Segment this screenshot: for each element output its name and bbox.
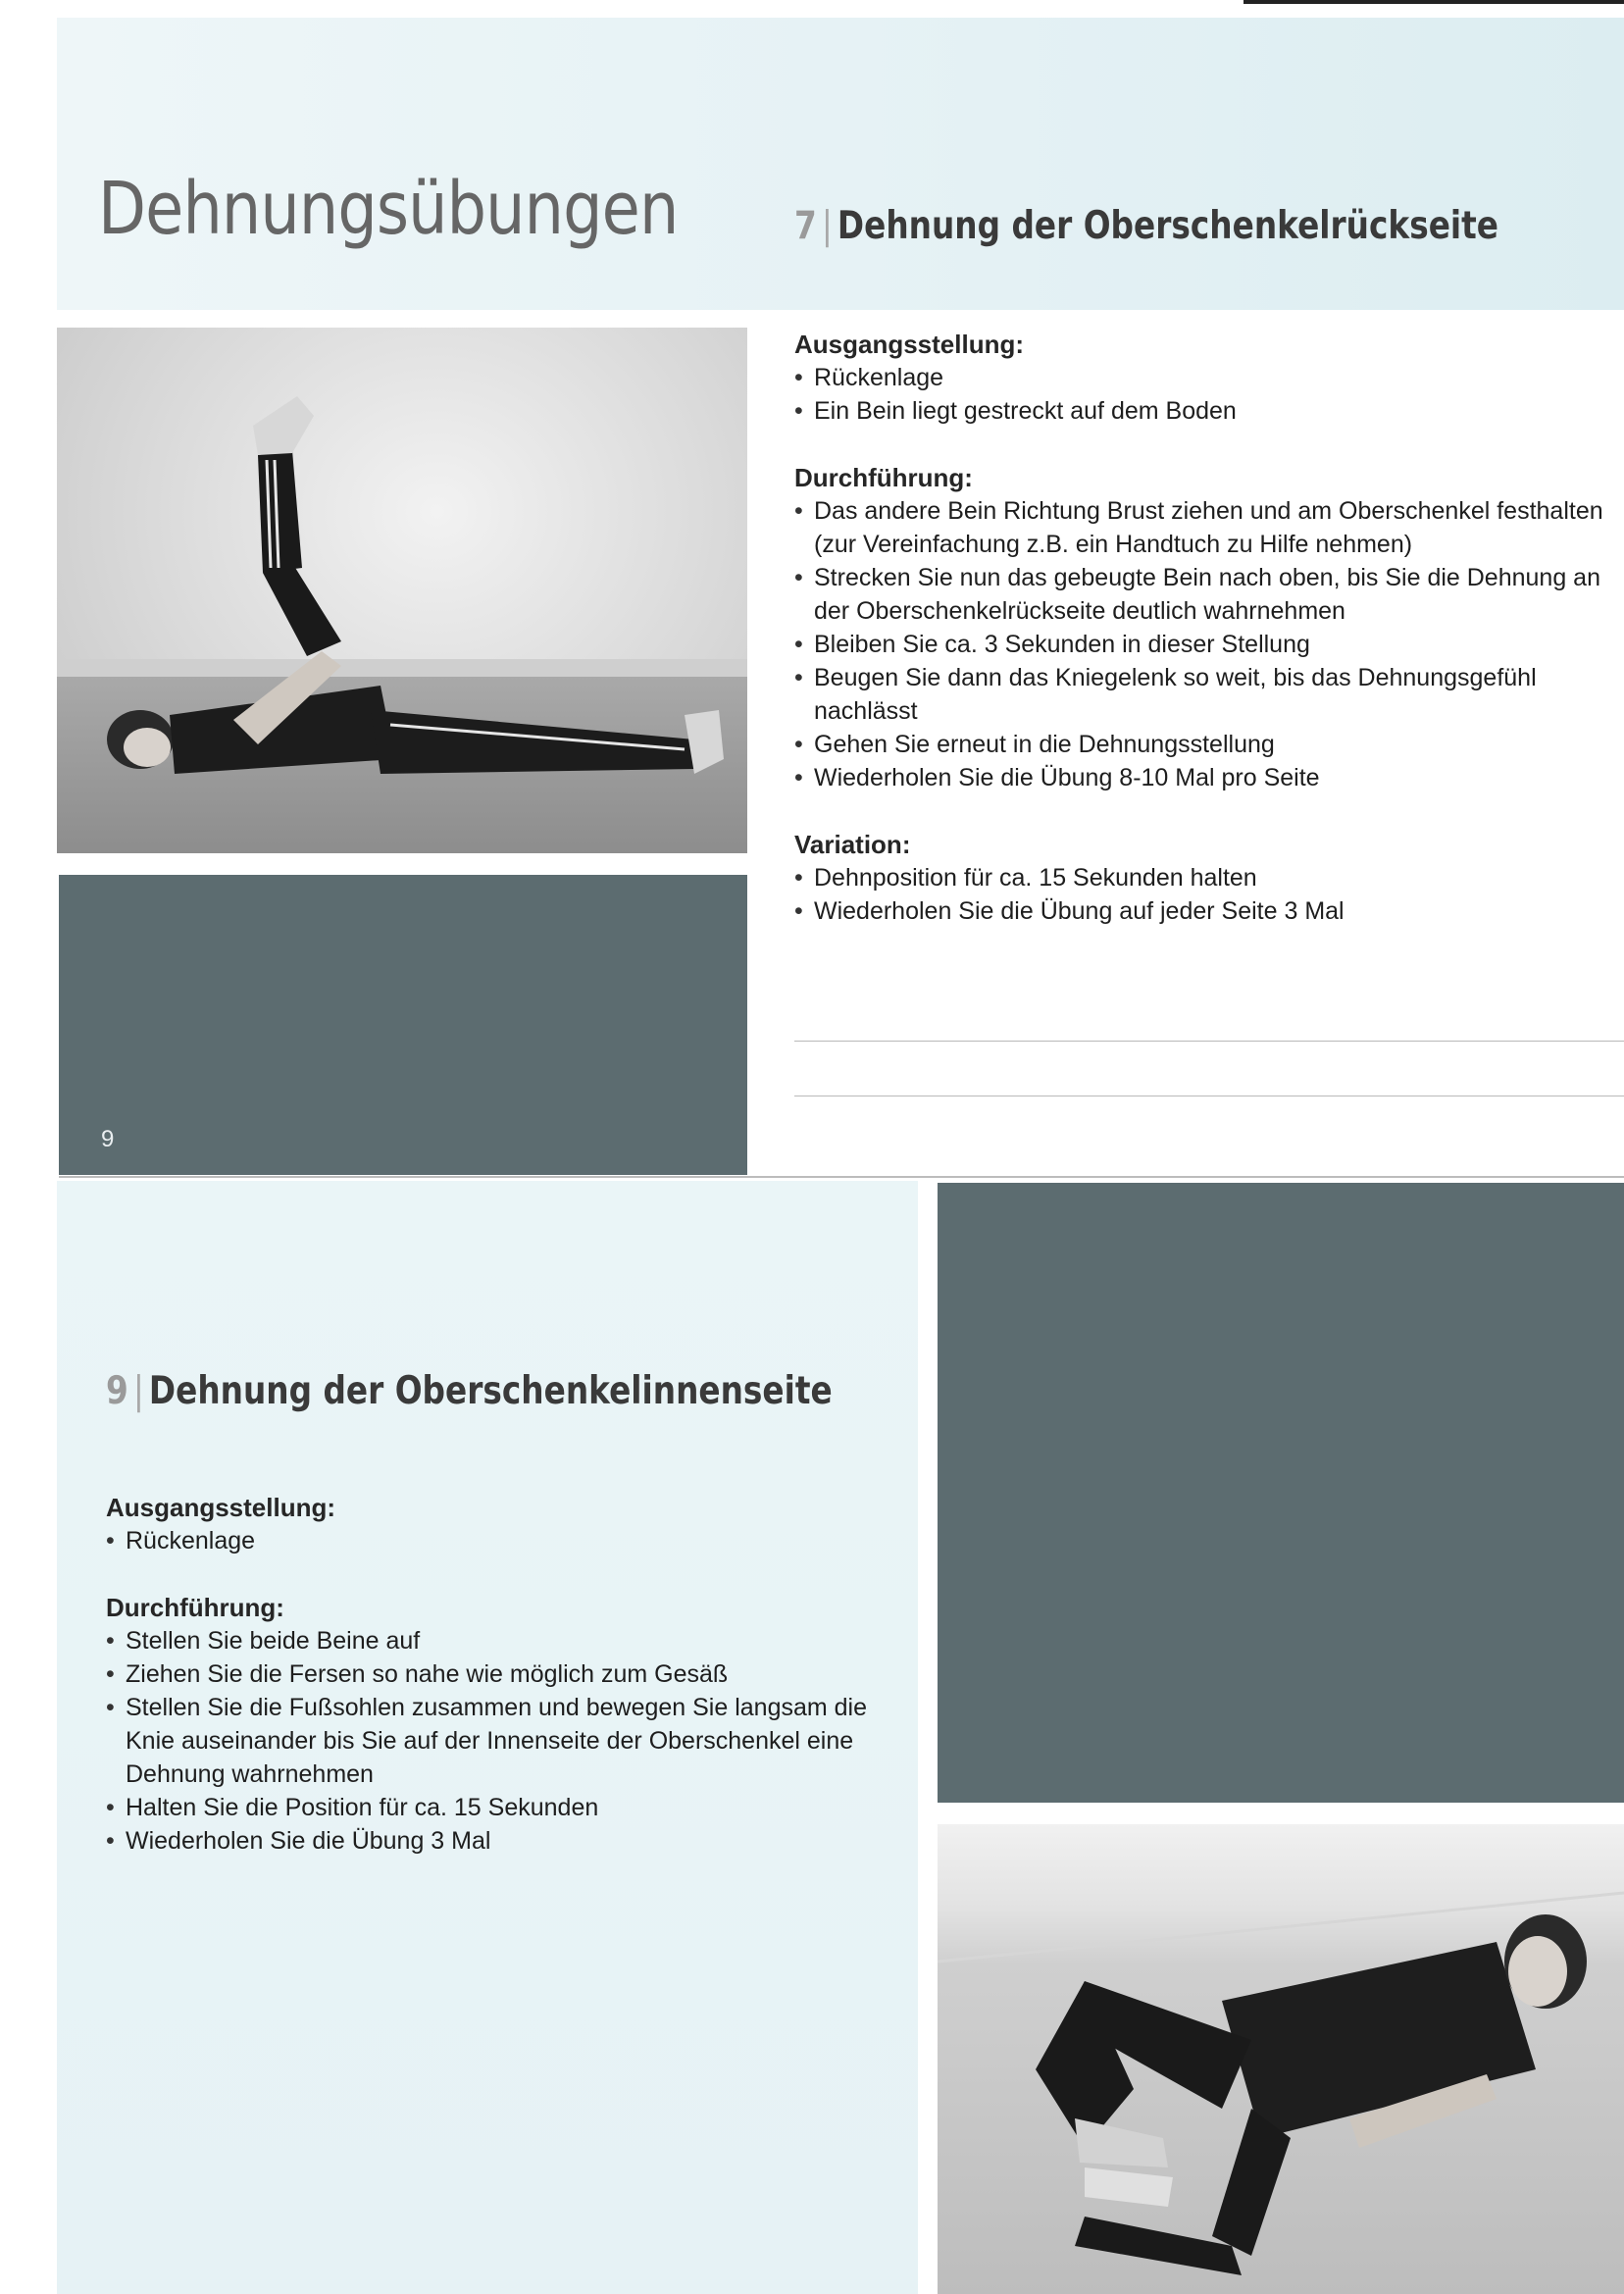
list-item: • Ziehen Sie die Fersen so nahe wie möglich zum Gesäß [106, 1657, 920, 1691]
list-item: • Beugen Sie dann das Kniegelenk so weit, bis das Dehnungsgefühl nachlässt [794, 661, 1624, 728]
top-edge-rule [1243, 0, 1624, 4]
list-item: • Ein Bein liegt gestreckt auf dem Boden [794, 394, 1624, 428]
list-item: • Wiederholen Sie die Übung auf jeder Seite 3 Mal [794, 894, 1624, 928]
list-item: • Halten Sie die Position für ca. 15 Sekunden [106, 1791, 920, 1824]
list-item: • Bleiben Sie ca. 3 Sekunden in dieser Stellung [794, 628, 1624, 661]
section7-variation-heading: Variation: [794, 830, 911, 859]
section-divider [59, 1176, 1624, 1178]
section9-execution-list [106, 1624, 920, 1858]
exercise-photo-hamstring-stretch [57, 328, 747, 853]
section9-number: 9 [106, 1369, 128, 1413]
gray-placeholder-panel-bottom [938, 1183, 1624, 1803]
page-title: Dehnungsübungen [98, 167, 679, 251]
section9-title: 9 | Dehnung der Oberschenkelinnenseite [106, 1369, 833, 1413]
section7-number: 7 [794, 204, 817, 248]
section9-text [106, 1491, 920, 1858]
section7-title-text: Dehnung der Oberschenkelrückseite [837, 204, 1499, 248]
list-item: • Dehnposition für ca. 15 Sekunden halten [794, 861, 1624, 894]
list-item: • Stellen Sie die Fußsohlen zusammen und bewegen Sie langsam die Knie auseinander bis Sie auf der Innenseite der Oberschenkel eine Dehnung wahrnehmen [106, 1691, 920, 1791]
list-item: • Wiederholen Sie die Übung 8-10 Mal pro Seite [794, 761, 1624, 794]
list-item: • Rückenlage [106, 1524, 920, 1557]
note-line [794, 1041, 1624, 1042]
section7-text [794, 328, 1624, 928]
list-item: • Wiederholen Sie die Übung 3 Mal [106, 1824, 920, 1858]
section9-title-text: Dehnung der Oberschenkelinnenseite [148, 1369, 833, 1413]
gray-placeholder-panel-top [59, 875, 747, 1175]
section9-execution-heading: Durchführung: [106, 1593, 284, 1622]
section9-start-list [106, 1524, 920, 1557]
section7-start-list [794, 361, 1624, 428]
header-band [57, 18, 1624, 310]
panel-number: 9 [101, 1126, 115, 1152]
list-item: • Das andere Bein Richtung Brust ziehen und am Oberschenkel festhalten (zur Vereinfachung z.B. ein Handtuch zu Hilfe nehmen) [794, 494, 1624, 561]
list-item: • Strecken Sie nun das gebeugte Bein nach oben, bis Sie die Dehnung an der Oberschenkelrückseite deutlich wahrnehmen [794, 561, 1624, 628]
exercise-photo-inner-thigh-stretch [938, 1824, 1624, 2294]
list-item: • Rückenlage [794, 361, 1624, 394]
section7-start-heading: Ausgangsstellung: [794, 330, 1025, 359]
section7-execution-heading: Durchführung: [794, 463, 973, 492]
list-item: • Gehen Sie erneut in die Dehnungsstellung [794, 728, 1624, 761]
section7-execution-list [794, 494, 1624, 794]
section7-variation-list [794, 861, 1624, 928]
list-item: • Stellen Sie beide Beine auf [106, 1624, 920, 1657]
section9-start-heading: Ausgangsstellung: [106, 1493, 336, 1522]
section7-title: 7 | Dehnung der Oberschenkelrückseite [794, 204, 1499, 248]
